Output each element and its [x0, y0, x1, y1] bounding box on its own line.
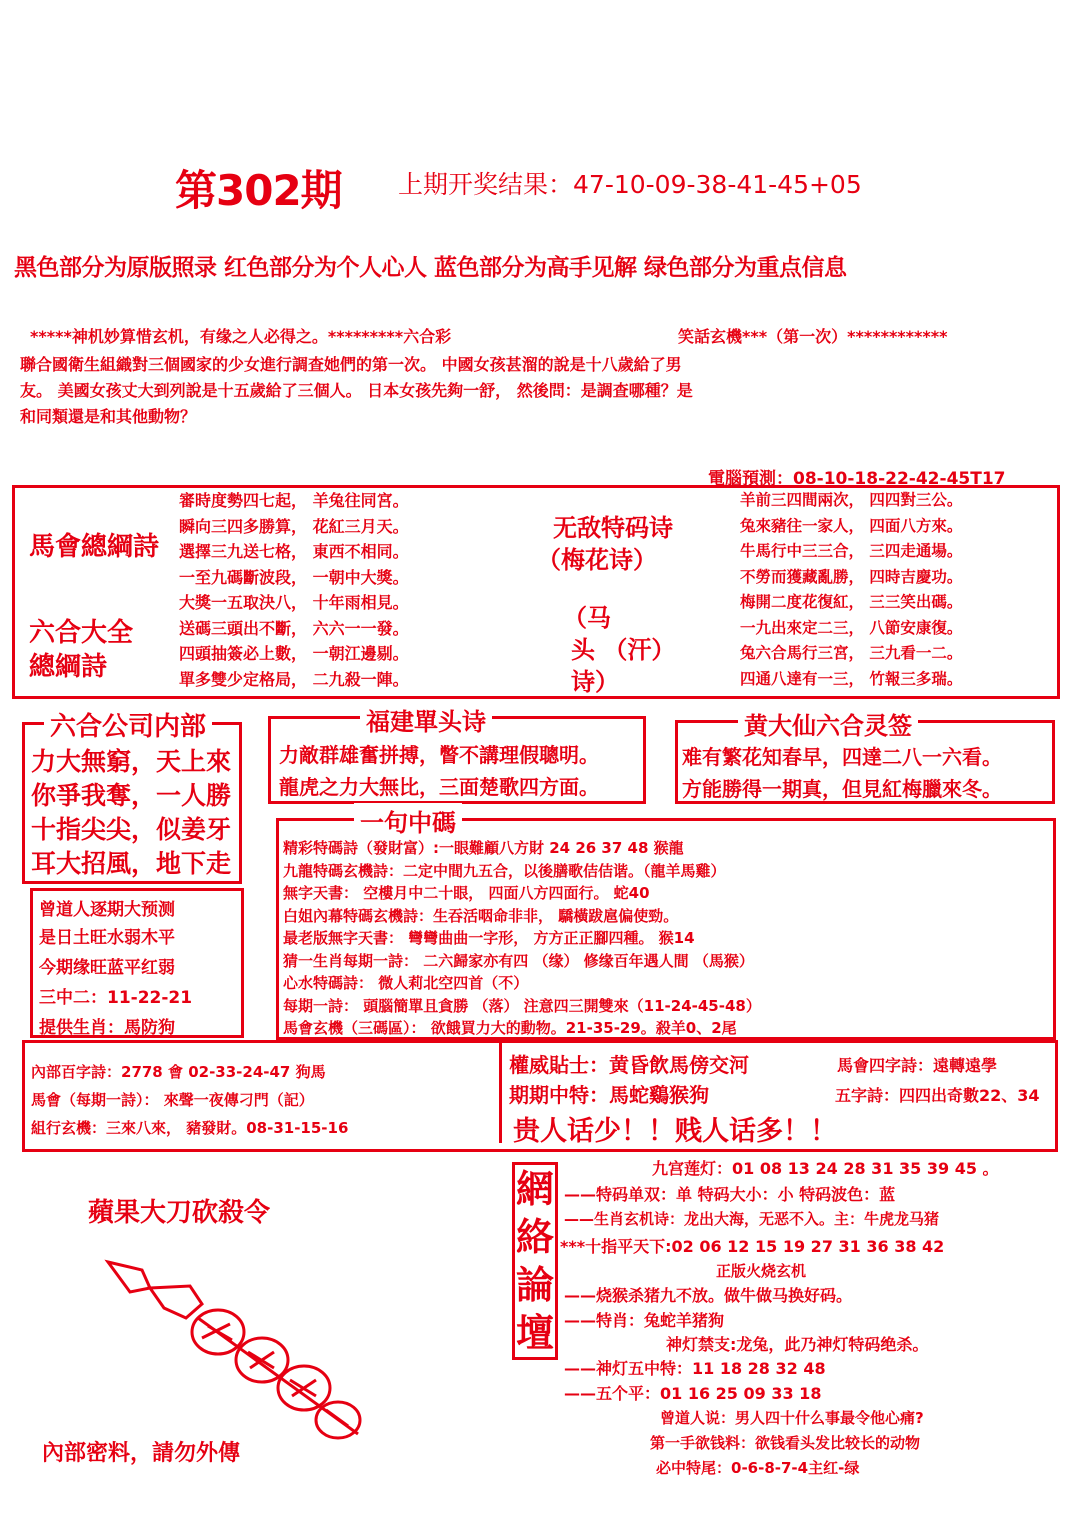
forum-line: 必中特尾：0-6-8-7-4主红-绿: [656, 1459, 860, 1477]
poems-box: [12, 485, 1060, 699]
forum-title-char: 壇: [515, 1311, 554, 1355]
liuhe-company-box: [22, 722, 242, 884]
forum-line: ——烧猴杀猪九不放。做牛做马换好码。: [564, 1286, 853, 1305]
yiju-line: 無字天書： 空樓月中二十眼， 四面八方四面行。 蛇40: [283, 884, 650, 902]
neibu-divider: [499, 1043, 502, 1143]
forum-line: ——五个平：01 16 25 09 33 18: [564, 1384, 822, 1403]
poem-line: 四頭抽簽必上數， 一朝江邊剔。: [179, 644, 409, 663]
yiju-line: 馬會玄機（三碼區）： 欲餓買力大的動物。21-35-29。殺羊0、2尾: [283, 1019, 737, 1037]
center-title-2: （梅花诗）: [537, 546, 657, 574]
liuhe-line: 你爭我奪，一人勝: [31, 781, 232, 810]
intro-line-2: 聯合國衛生組織對三個國家的少女進行調查她們的第一次。 中國女孩甚溜的說是十八歲給了男: [20, 355, 682, 374]
intro-line-4: 和同類還是和其他動物？: [20, 407, 197, 426]
yiju-line: 九龍特碼玄機詩：二定中間九五合，以後膳歌佶佶谐。（龍羊馬雞）: [283, 861, 726, 880]
forum-line: 曾道人说：男人四十什么事最令他心痛?: [660, 1409, 924, 1427]
forum-line: ——神灯五中特：11 18 28 32 48: [564, 1359, 826, 1378]
center-answer-1: （马: [563, 604, 611, 632]
intro-line-1-left: *****神机妙算惜玄机，有缘之人必得之。*********六合彩: [30, 327, 452, 346]
knife-footer: 內部密料，請勿外傳: [42, 1441, 241, 1466]
neibu-line-1: 內部百字詩：2778 會 02-33-24-47 狗馬: [31, 1063, 326, 1081]
liuhe-line: 力大無窮，天上來: [31, 747, 232, 776]
poems-label-bottom-2: 總綱詩: [29, 652, 108, 682]
yiju-box: [276, 818, 1056, 1040]
yiju-line: 精彩特碼詩（發財富）:一眼難顧八方財 24 26 37 48 猴龍: [283, 839, 684, 857]
neibu-line-3: 組行玄機：三來八來， 豬發財。08-31-15-16: [31, 1119, 349, 1137]
yiju-line: 心水特碼詩： 微人莉北空四首（不）: [283, 974, 529, 992]
forum-title-char: 絡: [515, 1215, 554, 1259]
liuhe-line: 耳大招風，地下走: [31, 849, 232, 878]
mahui-four-char: 馬會四字詩：遠轉遠學: [837, 1056, 998, 1075]
quanwei-tip: 權威貼士：黄昏飲馬傍交河: [509, 1053, 749, 1077]
huangdaxian-title: 黄大仙六合灵签: [738, 706, 918, 741]
computer-prediction: 電腦預測：08-10-18-22-42-45T17: [708, 469, 1006, 489]
zengdao-line-4: 提供生肖：馬防狗: [39, 1018, 175, 1038]
last-result: [398, 165, 862, 201]
yiju-line: 最老版無字天書： 彎彎曲曲一字形， 方方正正腳四種。 猴14: [283, 929, 695, 947]
forum-vertical-title: [512, 1162, 558, 1360]
poem-line: 羊前三四間兩次， 四四對三公。: [740, 491, 963, 509]
poem-line: 單多雙少定格局， 二九殺一陣。: [179, 669, 409, 689]
last-result-label: 上期开奖结果：: [398, 170, 574, 199]
poem-line: 梅開二度花復紅， 三三笑出碼。: [740, 593, 963, 611]
yiju-line: 白姐內幕特碼玄機詩：生吞活咽命非非， 驕橫跋扈偏使勁。: [283, 906, 679, 925]
poem-line: 瞬向三四多勝算， 花紅三月天。: [179, 516, 409, 536]
huangdaxian-line-1: 难有繁花知春早，四達二八一六看。: [682, 745, 1002, 769]
yiju-line: 每期一詩： 頭腦簡單且貪勝 （落） 注意四三開雙來（11-24-45-48）: [283, 996, 761, 1015]
huangdaxian-line-2: 方能勝得一期真，但見紅梅臘來冬。: [682, 777, 1002, 801]
poem-line: 四通八達有一三， 竹報三多瑞。: [740, 669, 963, 688]
fujian-line-2: 龍虎之力大無比，三面楚歌四方面。: [279, 775, 599, 799]
forum-line: 第一手欲钱料：欲钱看头发比较长的动物: [650, 1434, 921, 1452]
qiqi-zhongte: 期期中特：馬蛇鷄猴狗: [509, 1083, 709, 1107]
zengdao-line-3: 三中二：11-22-21: [39, 988, 193, 1008]
forum-line: ——特码单双：单 特码大小：小 特码波色：蓝: [564, 1185, 896, 1204]
poem-line: 一九出來定二三， 八節安康復。: [740, 618, 963, 637]
forum-line: 神灯禁支:龙兔，此乃神灯特码绝杀。: [666, 1335, 929, 1354]
fujian-title: 福建單头诗: [360, 702, 492, 737]
intro-line-1-right: 笑話玄機***（第一次）************: [678, 327, 948, 346]
wuzi-poem: 五字詩：四四出奇數22、34: [835, 1086, 1040, 1105]
poem-line: 牛馬行中三三合， 三四走通場。: [740, 542, 963, 560]
knife-illustration: [90, 1248, 390, 1448]
knife-title: 蘋果大刀砍殺令: [88, 1198, 271, 1228]
poems-right-column: [740, 488, 1060, 692]
poem-line: 大獎一五取決八， 十年雨相見。: [179, 593, 409, 612]
neibu-line-2: 馬會（每期一詩）： 來聲一夜傳刁門（記）: [31, 1091, 314, 1109]
slogan: 贵人话少！！贱人话多！！: [513, 1116, 837, 1147]
center-title-1: 无敌特码诗: [553, 514, 673, 542]
yiju-line: 猜一生肖每期一詩： 二六歸家亦有四 （缘） 修缘百年遇人間 （馬猴）: [283, 951, 754, 970]
poem-line: 選擇三九送七格， 東西不相同。: [179, 542, 409, 561]
color-legend: 黑色部分为原版照录 红色部分为个人心人 蓝色部分为高手见解 绿色部分为重点信息: [14, 255, 847, 281]
forum-title-char: 網: [515, 1167, 554, 1211]
poem-line: 送碼三頭出不斷， 六六一一發。: [179, 618, 409, 638]
zengdao-line-1: 是日土旺水弱木平: [39, 928, 175, 948]
neibu-box: [22, 1040, 1058, 1152]
center-answer-2: 头 （汗）: [571, 636, 676, 664]
fujian-line-1: 力敵群雄奮拼搏，瞥不講理假聰明。: [279, 743, 599, 767]
poems-label-top: 馬會總綱詩: [29, 532, 160, 562]
center-answer-3: 诗）: [571, 668, 619, 696]
zengdao-box: [30, 888, 244, 1038]
liuhe-company-title: 六合公司内部: [44, 706, 212, 743]
intro-line-3: 友。 美國女孩丈大到列說是十五歲給了三個人。 日本女孩先夠一舒， 然後問：是調查哪種？是: [20, 381, 693, 400]
poem-line: 兔六合馬行三宮， 三九看一二。: [740, 644, 963, 662]
poem-line: 一至九碼斷波段， 一朝中大獎。: [179, 567, 409, 587]
forum-line: ***十指平天下:02 06 12 15 19 27 31 36 38 42: [560, 1237, 945, 1256]
forum-line: ——特肖：兔蛇羊猪狗: [564, 1311, 725, 1330]
poems-label-bottom-1: 六合大全: [29, 618, 134, 648]
forum-line: 九宫莲灯：01 08 13 24 28 31 35 39 45 。: [652, 1159, 999, 1178]
poem-line: 不勞而獲藏亂勝， 四時吉慶功。: [740, 567, 963, 586]
last-result-numbers: 47-10-09-38-41-45+05: [573, 170, 862, 199]
poem-line: 兔來豬往一家人， 四面八方來。: [740, 516, 963, 535]
poems-left-column: [179, 488, 539, 692]
yiju-title: 一句中碼: [354, 803, 462, 838]
forum-line: 正版火烧玄机: [716, 1262, 807, 1280]
forum-line: ——生肖玄机诗：龙出大海，无恶不入。主：牛虎龙马猪: [564, 1210, 940, 1228]
zengdao-line-2: 今期缘旺蓝平红弱: [39, 958, 175, 978]
poem-line: 審時度勢四七起， 羊兔往同宮。: [179, 491, 409, 510]
zengdao-title: 曾道人逐期大预测: [39, 900, 175, 920]
liuhe-line: 十指尖尖，似姜牙: [31, 815, 232, 844]
issue-number: 第302期: [175, 166, 342, 215]
forum-title-char: 論: [515, 1263, 554, 1307]
